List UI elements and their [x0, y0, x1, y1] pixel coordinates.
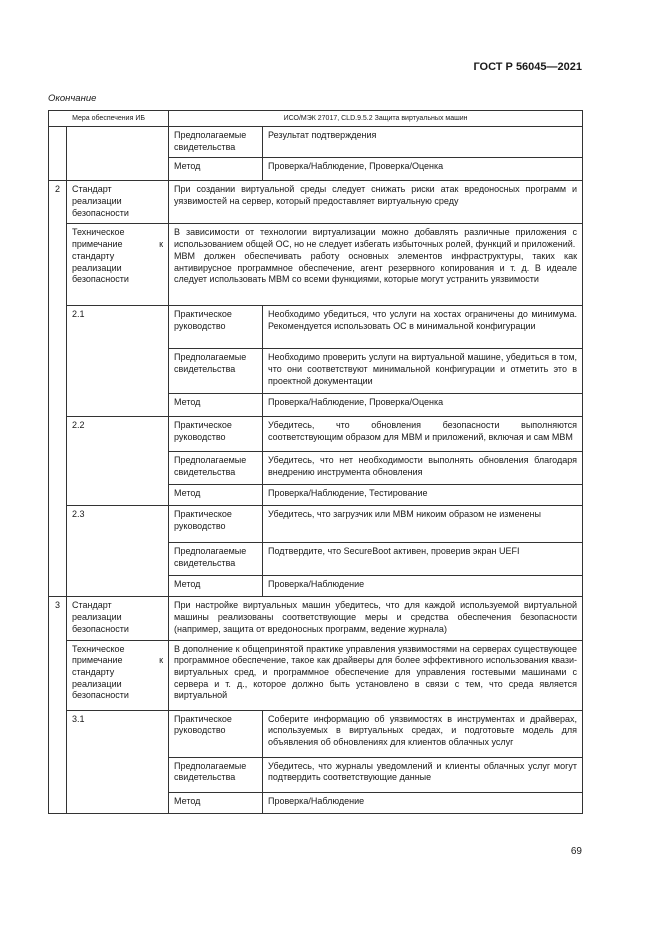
cell-guidance: Соберите информацию об уязвимостях в инструментах и драйверах, используемых в виртуальных средах, и подготовьте модель для объявления об обновлениях для клиентов облачных услуг: [263, 710, 583, 757]
cell-evidence: Убедитесь, что журналы уведомлений и клиенты облачных услуг могут подтвердить соответствующие данные: [263, 757, 583, 792]
cell-note: В дополнение к общепринятой практике управления уязвимостями на серверах существующее программное обеспечение, такое как драйверы для более эффективного использования квази-виртуальных сред, и программное обеспечение для управления гостевыми машинами с сервера и т. д., которое должно быть установлено в связи с тем, что среда является виртуальной: [169, 640, 583, 710]
table-row: [49, 597, 583, 640]
cell-guidance: Убедитесь, что обновления безопасности выполняются соответствующим образом для МВМ и приложений, включая и сам МВМ: [263, 417, 583, 452]
cell-num: [49, 506, 67, 597]
subsection-number: 2.1: [67, 306, 169, 417]
cell-num: [49, 224, 67, 306]
cell-label: Практическое руководство: [169, 417, 263, 452]
cell-label: Метод: [169, 158, 263, 181]
table-row: [49, 224, 583, 306]
cell-label: Практическое руководство: [169, 306, 263, 349]
continuation-label: Окончание: [48, 93, 97, 104]
table-row: [49, 181, 583, 224]
cell-method: Проверка/Наблюдение, Тестирование: [263, 485, 583, 506]
subsection-number: 3.1: [67, 710, 169, 813]
cell-evidence: Подтвердите, что SecureBoot активен, проверив экран UEFI: [263, 543, 583, 576]
section-number: 2: [49, 181, 67, 224]
table-row: [49, 127, 583, 158]
subsection-number: 2.3: [67, 506, 169, 597]
cell-label: Предполагаемые свидетельства: [169, 127, 263, 158]
cell-guidance: Необходимо убедиться, что услуги на хостах ограничены до минимума. Рекомендуется использовать ОС в минимальной конфигурации: [263, 306, 583, 349]
subsection-number: 2.2: [67, 417, 169, 506]
cell-label: Предполагаемые свидетельства: [169, 757, 263, 792]
cell-label: Метод: [169, 792, 263, 813]
section-number: 3: [49, 597, 67, 640]
cell-label: Предполагаемые свидетельства: [169, 543, 263, 576]
table-row: [49, 417, 583, 452]
cell-label: Метод: [169, 485, 263, 506]
cell-label: Практическое руководство: [169, 710, 263, 757]
note-paragraph: МВМ должен обеспечивать работу основных элементов инфраструктуры, таких как антивирусное программное обеспечение, агент резервного копирования и т. д. В идеале следует использовать МВМ со всеми функциями, которые могут устранить уязвимости: [174, 250, 578, 285]
cell-standard: При настройке виртуальных машин убедитесь, что для каждой используемой виртуальной машины реализованы соответствующие меры и средства обеспечения безопасности (например, защита от вредоносных программ, ведение журнала): [169, 597, 583, 640]
cell-label: Техническое примечание к стандарту реализации безопасности: [67, 640, 169, 710]
cell-method: Проверка/Наблюдение, Проверка/Оценка: [263, 158, 583, 181]
cell-num: [49, 710, 67, 813]
cell-evidence: Результат подтверждения: [263, 127, 583, 158]
table-row: [49, 710, 583, 757]
cell-num: [49, 640, 67, 710]
cell-label: Предполагаемые свидетельства: [169, 349, 263, 394]
cell-label: Метод: [169, 394, 263, 417]
cell-evidence: Убедитесь, что нет необходимости выполнять обновления благодаря внедрению инструмента обновления: [263, 452, 583, 485]
table-row: [49, 640, 583, 710]
cell-num: [49, 127, 67, 181]
cell-label: [67, 127, 169, 181]
cell-num: [49, 417, 67, 506]
cell-label: Предполагаемые свидетельства: [169, 452, 263, 485]
cell-num: [49, 306, 67, 417]
cell-method: Проверка/Наблюдение: [263, 792, 583, 813]
cell-guidance: Убедитесь, что загрузчик или МВМ никоим образом не изменены: [263, 506, 583, 543]
page-number: 69: [570, 846, 582, 857]
security-measures-table: [48, 110, 583, 814]
cell-method: Проверка/Наблюдение, Проверка/Оценка: [263, 394, 583, 417]
table-row: [49, 306, 583, 349]
header-measure: Мера обеспечения ИБ: [49, 111, 169, 127]
note-paragraph: В зависимости от технологии виртуализации можно добавлять различные приложения с использованием общей ОС, но не следует избегать избыточных ролей, функций и приложений.: [174, 227, 578, 250]
cell-evidence: Необходимо проверить услуги на виртуальной машине, убедиться в том, что они соответствуют минимальной конфигурации и отметить это в проектной документации: [263, 349, 583, 394]
header-reference: ИСО/МЭК 27017, CLD.9.5.2 Защита виртуальных машин: [169, 111, 583, 127]
table-header-row: [49, 111, 583, 127]
cell-method: Проверка/Наблюдение: [263, 576, 583, 597]
table-row: [49, 506, 583, 543]
cell-label: Метод: [169, 576, 263, 597]
cell-standard: При создании виртуальной среды следует снижать риски атак вредоносных программ и уязвимостей на сервер, который предоставляет виртуальную среду: [169, 181, 583, 224]
cell-label: Стандарт реализации безопасности: [67, 181, 169, 224]
standard-designation: ГОСТ Р 56045—2021: [473, 61, 582, 73]
cell-label: Техническое примечание к стандарту реализации безопасности: [67, 224, 169, 306]
cell-label: Стандарт реализации безопасности: [67, 597, 169, 640]
cell-note: [169, 224, 583, 306]
cell-label: Практическое руководство: [169, 506, 263, 543]
